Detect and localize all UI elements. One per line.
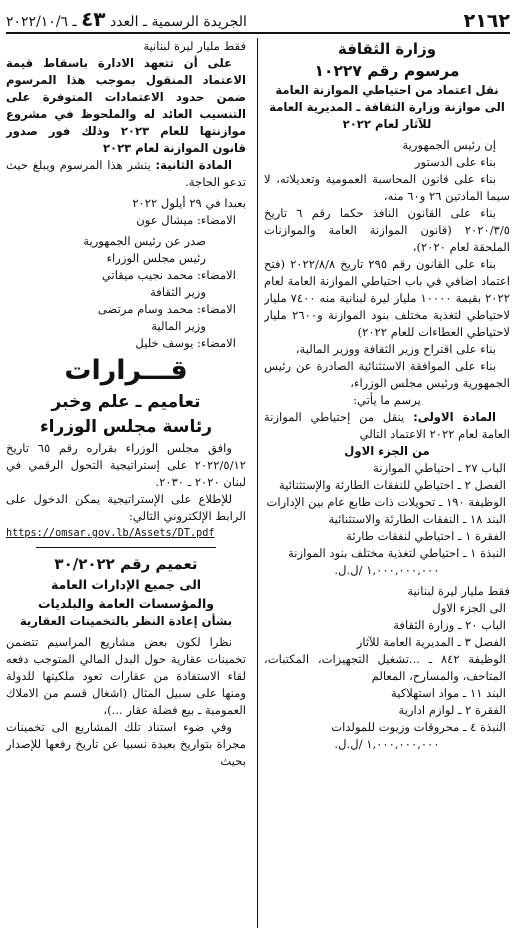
approval-text: وافق مجلس الوزراء بقراره رقم ٦٥ تاريخ ٢٠٢٢/٥/١٢ على إستراتيجية التحول الرقمي في لبنان ٢٠٢٠ ـ ٢٠٣٠. xyxy=(6,441,246,489)
signature-pm: الامضاء: محمد نجيب ميقاتي xyxy=(101,268,236,282)
section-divider xyxy=(36,547,216,548)
decree-title: نقل اعتماد من احتياطي الموازنة العامة الى موازنة وزارة الثقافة ـ المديرية العامة للآثار لعام ٢٠٢٢ xyxy=(269,83,505,131)
circular-recipient-2: والمؤسسات العامة والبلديات xyxy=(37,596,215,611)
circular-number: تعميم رقم ٣٠/٢٠٢٢ xyxy=(54,555,198,573)
circular-subject: بشأن إعادة النظر بالتخمينات العقارية xyxy=(19,614,233,628)
from-line: الفقرة ١ ـ احتياطي لنفقات طارئة xyxy=(346,529,506,543)
right-column xyxy=(264,38,510,928)
amount-words: فقط مليار ليرة لبنانية xyxy=(143,39,246,53)
circular-recipient-1: الى جميع الإدارات العامة xyxy=(50,577,202,592)
article-2-label: المادة الثانية: xyxy=(155,158,233,172)
page-number: ٢١٦٢ xyxy=(463,10,510,32)
circulars-news-heading: تعاميم ـ علم وخبر xyxy=(51,392,201,412)
to-line: النبذة ٤ ـ محروقات وزيوت للمولدات xyxy=(331,720,506,734)
page-header xyxy=(6,6,510,34)
preamble-budget-law: بناء على القانون النافذ حكما رقم ٦ تاريخ ٢٠٢٠/٣/٥ (قانون الموازنة العامة والموازنات الملحقة لعام ٢٠٢٠)، xyxy=(264,206,510,254)
from-amount: ١,٠٠٠,٠٠٠,٠٠٠ /ل.ل. xyxy=(334,563,440,577)
to-line: البند ١١ ـ مواد استهلاكية xyxy=(391,686,506,700)
issue-date: ـ ٢٠٢٢/١٠/٦ xyxy=(6,14,77,30)
article-1-text: ينقل من إحتياطي الموازنة العامة لعام ٢٠٢٢ الاعتماد التالي xyxy=(264,410,510,441)
column-divider xyxy=(257,38,258,928)
decree-date: بعبدا في ٢٩ أيلول ٢٠٢٢ xyxy=(132,196,246,210)
preamble-approval: بناء على الموافقة الاستثنائية الصادرة عن رئيس الجمهورية ورئيس مجلس الوزراء، xyxy=(264,359,510,390)
to-line: الفقرة ٢ ـ لوازم ادارية xyxy=(398,703,506,717)
from-line: الوظيفة ١٩٠ ـ تحويلات ذات طابع عام بين الإدارات xyxy=(266,495,506,509)
from-amount-words: فقط مليار ليرة لبنانية xyxy=(407,584,510,598)
commitment-clause: على أن تتعهد الادارة باسقاط قيمة الاعتماد المنقول بموجب هذا المرسوم ضمن حدود الاعتمادات المتوفرة على التنسيب العائد له والملحوظ في مشروع موازنتها للعام ٢٠٢٣ وذلك فور صدور قانون الموازنة لعام ٢٠٢٣ xyxy=(6,56,246,155)
pm-title: رئيس مجلس الوزراء xyxy=(106,251,206,265)
decisions-heading: قـــرارات xyxy=(64,355,188,386)
finance-minister-title: وزير المالية xyxy=(151,319,206,333)
decrees-following: يرسم ما يأتي: xyxy=(353,393,421,407)
decree-number: مرسوم رقم ١٠٢٢٧ xyxy=(314,62,460,80)
ministry-title: وزارة الثقافة xyxy=(337,40,437,58)
gazette-name: الجريدة الرسمية ـ العدد xyxy=(109,14,247,30)
to-line: الوظيفة ٨٤٢ ـ ...تشغيل التجهيزات، المكتبات، المتاحف، والمسارح، المعالم xyxy=(264,652,506,683)
strategy-link-text: للإطلاع على الإستراتيجية يمكن الدخول على الرابط الإلكتروني التالي: xyxy=(6,492,246,523)
to-line: الباب ٢٠ ـ وزارة الثقافة xyxy=(393,618,506,632)
issue-number: ٤٣ xyxy=(81,7,106,31)
from-part: من الجزء الاول xyxy=(344,444,430,458)
article-2-text: ينشر هذا المرسوم ويبلغ حيث تدعو الحاجة. xyxy=(6,158,246,189)
signature-culture-minister: الامضاء: محمد وسام مرتضى xyxy=(97,302,236,316)
strategy-url-link[interactable]: https://omsar.gov.lb/Assets/DT.pdf xyxy=(6,528,215,539)
to-line: الى الجزء الاول xyxy=(432,601,506,615)
circular-paragraph-1: نظرا لكون بعض مشاريع المراسيم تتضمن تخمينات عقارية حول البدل المالي المتوجب دفعه لقاء الاستفادة من عقارات تعود ملكيتها للدولة ومنها على سبيل المثال (اشغال قسم من الاملاك العمومية ـ بيع فضلة عقار ...)، xyxy=(6,635,246,717)
culture-minister-title: وزير الثقافة xyxy=(150,285,206,299)
from-line: الباب ٢٧ ـ احتياطي الموازنة xyxy=(373,461,506,475)
circular-paragraph-2: وفي ضوء استناد تلك المشاريع الى تخمينات مجراة بتواريخ بعيدة نسبيا عن تاريخ رفعها للإصدار بحيث xyxy=(6,720,246,768)
pm-presidency-heading: رئاسة مجلس الوزراء xyxy=(39,417,213,437)
preamble-accounting-law: بناء على قانون المحاسبة العمومية وتعديلاته، لا سيما المادتين ٢٦ و٦٠ منه، xyxy=(264,172,510,203)
from-line: البند ١٨ ـ النفقات الطارئة والاستثنائية xyxy=(328,512,506,526)
left-column xyxy=(6,38,246,928)
article-1 xyxy=(264,409,510,443)
preamble-proposal: بناء على اقتراح وزير الثقافة ووزير المالية، xyxy=(295,342,496,356)
to-amount: ١,٠٠٠,٠٠٠,٠٠٠ /ل.ل. xyxy=(334,737,440,751)
article-1-label: المادة الاولى: xyxy=(413,410,496,424)
issued-by: صدر عن رئيس الجمهورية xyxy=(83,234,206,248)
from-line: النبذة ١ ـ احتياطي لتغذية مختلف بنود الموازنة xyxy=(288,546,506,560)
article-2 xyxy=(6,157,246,191)
preamble-law-295: بناء على القانون رقم ٢٩٥ تاريخ ٢٠٢٢/٨/٨ (فتح اعتماد اضافي في باب احتياطي الموازنة العامة لعام ٢٠٢٢ بقيمة ١٠٠٠٠ مليار ليرة لبنانية منه ٧٤٠٠ مليار لاحتياطي لتغذية مختلف بنود الموازنة و٢٦٠٠ مليار لاحتياطي العطاءات للعام ٢٠٢٢) xyxy=(264,257,510,339)
preamble-president: إن رئيس الجمهورية xyxy=(402,138,496,152)
signature-finance-minister: الامضاء: يوسف خليل xyxy=(135,336,236,350)
from-line: الفصل ٢ ـ احتياطي للنفقات الطارئة والإستثنائية xyxy=(278,478,506,492)
gazette-header xyxy=(6,9,247,32)
to-line: الفصل ٣ ـ المديرية العامة للآثار xyxy=(356,635,506,649)
signature-president: الامضاء: ميشال عون xyxy=(136,213,236,227)
preamble-constitution: بناء على الدستور xyxy=(414,155,496,169)
